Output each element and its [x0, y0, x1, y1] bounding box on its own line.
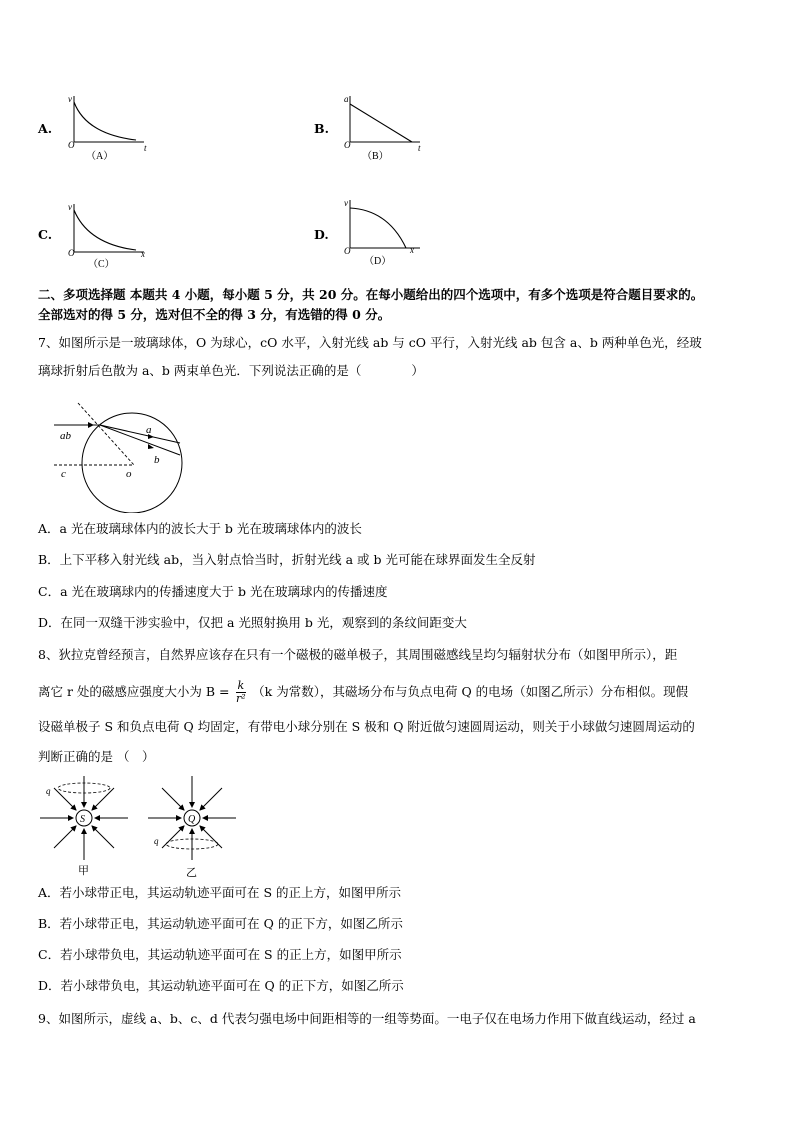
q8-option-b: B．若小球带正电，其运动轨迹平面可在 Q 的正下方，如图乙所示 [38, 916, 403, 931]
q8-formula-denominator: r² [236, 692, 246, 705]
graph-c-caption: （C） [88, 259, 115, 270]
graph-d [338, 196, 428, 268]
option-label-c: C. [38, 227, 53, 242]
q7-line2: 璃球折射后色散为 a、b 两束单色光．下列说法正确的是（ ） [38, 363, 424, 378]
q7-option-d: D．在同一双缝干涉实验中，仅把 a 光照射换用 b 光，观察到的条纹间距变大 [38, 615, 467, 630]
section2-line1: 二、多项选择题 本题共 4 小题，每小题 5 分，共 20 分。在每小题给出的四个选项中，有多个选项是符合题目要求的。 [38, 287, 704, 302]
q8-formula-numerator: k [237, 679, 245, 692]
q7-option-a: A．a 光在玻璃球体内的波长大于 b 光在玻璃球体内的波长 [38, 521, 362, 536]
graph-c-x-label: x [141, 249, 145, 259]
graph-d-x-label: x [410, 245, 414, 255]
section2-line2: 全部选对的得 5 分，选对但不全的得 3 分，有选错的得 0 分。 [38, 307, 391, 322]
q8-line2-post: （k 为常数），其磁场分布与负点电荷 Q 的电场（如图乙所示）分布相似。现假 [252, 684, 689, 699]
q8-label-s: S [80, 814, 85, 825]
graph-d-origin: O [344, 246, 351, 256]
graph-d-y-label: v [344, 198, 348, 208]
q8-caption-jia: 甲 [78, 865, 89, 876]
q7-line1: 7、如图所示是一玻璃球体，O 为球心，cO 水平，入射光线 ab 与 cO 平行，入射光线 ab 包含 a、b 两种单色光，经玻 [38, 335, 702, 350]
option-label-d: D. [314, 227, 329, 242]
q8-label-q-right: q [154, 836, 159, 846]
graph-a [62, 92, 152, 164]
graph-b [338, 92, 428, 164]
q7-option-c: C．a 光在玻璃球内的传播速度大于 b 光在玻璃球内的传播速度 [38, 584, 388, 599]
q8-line2 [38, 680, 688, 705]
q7-label-b: b [154, 454, 160, 466]
graph-a-x-label: t [144, 143, 147, 153]
graph-c [62, 198, 152, 270]
graph-b-y-label: a [344, 94, 349, 104]
q7-label-c: c [61, 468, 66, 480]
q8-line1: 8、狄拉克曾经预言，自然界应该存在只有一个磁极的磁单极子，其周围磁感线呈均匀辐射状分布（如图甲所示），距 [38, 647, 678, 662]
q8-option-d: D．若小球带负电，其运动轨迹平面可在 Q 的正下方，如图乙所示 [38, 978, 404, 993]
q7-label-o: o [126, 468, 132, 480]
graph-d-caption: （D） [364, 256, 392, 267]
option-label-b: B. [314, 121, 329, 136]
graph-b-x-label: t [418, 143, 421, 153]
q7-glass-sphere-figure [50, 395, 190, 513]
q9-line1: 9、如图所示，虚线 a、b、c、d 代表匀强电场中间距相等的一组等势面。一电子仅在电场力作用下做直线运动，经过 a [38, 1011, 696, 1026]
q8-line2-pre: 离它 r 处的磁感应强度大小为 B = [38, 684, 230, 699]
q8-label-q-left: q [46, 786, 51, 796]
q8-caption-yi: 乙 [186, 867, 197, 878]
q7-label-a: a [146, 424, 152, 436]
q8-line3: 设磁单极子 S 和负点电荷 Q 均固定，有带电小球分别在 S 极和 Q 附近做匀速圆周运动，则关于小球做匀速圆周运动的 [38, 719, 695, 734]
graph-a-caption: （A） [86, 151, 114, 162]
graph-b-caption: （B） [362, 151, 389, 162]
graph-c-y-label: v [68, 202, 72, 212]
option-label-a: A. [38, 121, 53, 136]
q8-figure-point-charge [144, 772, 240, 878]
graph-c-origin: O [68, 248, 75, 258]
q8-option-c: C．若小球带负电，其运动轨迹平面可在 S 的正上方，如图甲所示 [38, 947, 402, 962]
q7-option-b: B．上下平移入射光线 ab，当入射点恰当时，折射光线 a 或 b 光可能在球界面发生全反射 [38, 552, 536, 567]
q8-formula [236, 680, 247, 705]
graph-b-origin: O [344, 140, 351, 150]
graph-a-y-label: v [68, 94, 72, 104]
q8-option-a: A．若小球带正电，其运动轨迹平面可在 S 的正上方，如图甲所示 [38, 885, 402, 900]
q8-label-q-charge: Q [188, 814, 196, 825]
q7-label-ab: ab [60, 430, 71, 442]
graph-a-origin: O [68, 140, 75, 150]
q8-figure-monopole [36, 772, 132, 876]
q8-line4: 判断正确的是 （ ） [38, 749, 155, 764]
